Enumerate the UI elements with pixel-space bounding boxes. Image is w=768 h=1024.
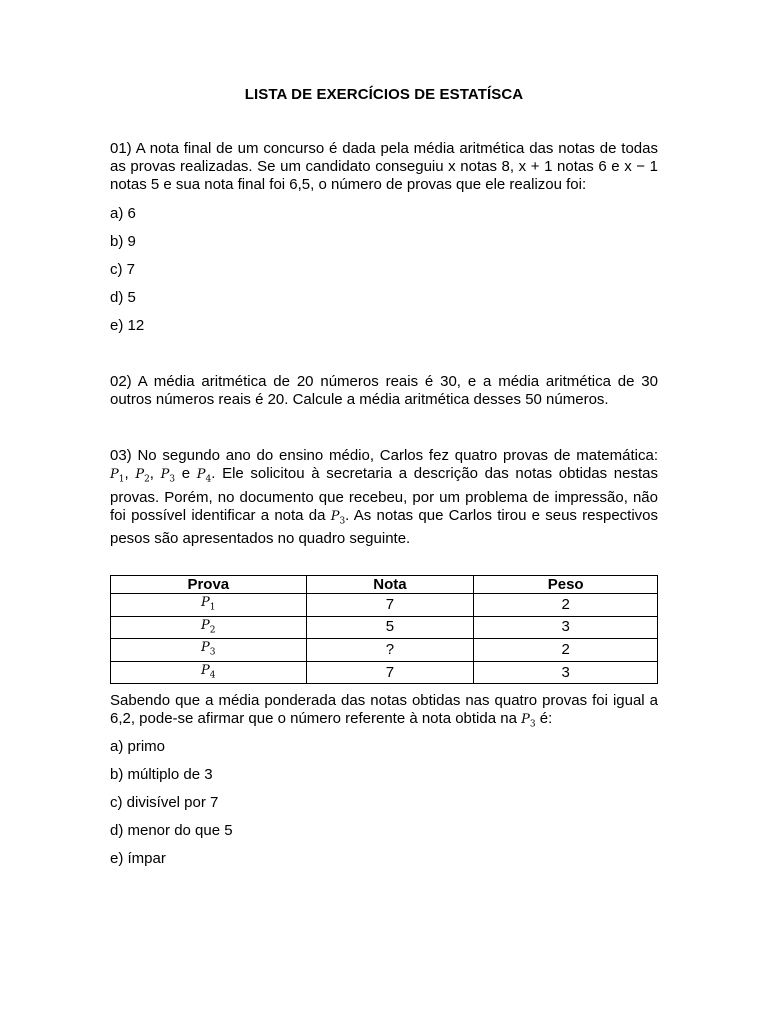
q3-intro-a: 03) No segundo ano do ensino médio, Carlos fez quatro provas de matemática: <box>110 447 658 464</box>
cell-nota: 7 <box>306 594 474 617</box>
q3-option-b: b) múltiplo de 3 <box>110 766 213 783</box>
q1-option-d: d) 5 <box>110 289 136 306</box>
cell-nota: ? <box>306 639 474 662</box>
header-prova: Prova <box>111 576 307 594</box>
header-peso: Peso <box>474 576 658 594</box>
cell-nota: 7 <box>306 661 474 684</box>
p3-symbol: $P_3$ <box>160 467 176 485</box>
q3-sep-1: , <box>124 465 136 482</box>
question-3-text <box>110 447 658 548</box>
q3-intro-b: . Ele solicitou à secretaria a descrição das notas obtidas nestas provas. Porém, no documento que recebeu, por um problema de impressão, não foi possível identificar a nota da <box>110 465 658 524</box>
q3-sep-2: , <box>149 465 161 482</box>
q1-option-c: c) 7 <box>110 261 136 278</box>
cell-prova: $P_4$ <box>111 661 307 684</box>
q3-option-d: d) menor do que 5 <box>110 822 233 839</box>
q3-option-e: e) ímpar <box>110 850 166 867</box>
table-row <box>111 661 658 684</box>
q1-option-b: b) 9 <box>110 233 136 250</box>
p3-symbol-conclusion: $P_3$ <box>521 712 536 730</box>
cell-nota: 5 <box>306 616 474 639</box>
p2-symbol: $P_2$ <box>135 467 150 485</box>
p1-symbol: $P_1$ <box>110 467 125 485</box>
q1-option-e: e) 12 <box>110 317 145 334</box>
q3-after-a: Sabendo que a média ponderada das notas obtidas nas quatro provas foi igual a 6,2, pode-se afirmar que o número referente à nota obtida na <box>110 692 658 727</box>
table-row <box>111 639 658 662</box>
cell-peso: 3 <box>474 616 658 639</box>
grades-table <box>110 575 658 684</box>
q3-intro-c: . As notas que Carlos tirou e seus respectivos pesos são apresentados no quadro seguinte. <box>110 506 659 548</box>
table-row <box>111 594 658 617</box>
page-title: LISTA DE EXERCÍCIOS DE ESTATÍSCA <box>244 86 524 103</box>
question-2-text: 02) A média aritmética de 20 números reais é 30, e a média aritmética de 30 outros números reais é 20. Calcule a média aritmética desses 50 números. <box>110 373 658 408</box>
q3-option-a: a) primo <box>110 738 166 755</box>
question-1-text: 01) A nota final de um concurso é dada pela média aritmética das notas de todas as provas realizadas. Se um candidato conseguiu x notas 8, x + 1 notas 6 e x − 1 notas 5 e sua nota final foi 6,5, o número de provas que ele realizou foi: <box>110 140 658 193</box>
q3-after-b: é: <box>535 710 553 727</box>
cell-peso: 2 <box>474 639 658 662</box>
p3-symbol-ref: $P_3$ <box>330 508 346 527</box>
q3-option-c: c) divisível por 7 <box>110 794 219 811</box>
cell-peso: 3 <box>474 661 658 684</box>
table-header-row <box>111 576 658 594</box>
table-row <box>111 616 658 639</box>
cell-prova: $P_1$ <box>111 594 307 617</box>
cell-prova: $P_3$ <box>111 639 307 662</box>
header-nota: Nota <box>306 576 474 594</box>
cell-peso: 2 <box>474 594 658 617</box>
question-3-conclusion <box>110 692 658 734</box>
q3-sep-3: e <box>175 465 197 482</box>
q1-option-a: a) 6 <box>110 205 136 222</box>
cell-prova: $P_2$ <box>111 616 307 639</box>
p4-symbol: $P_4$ <box>196 467 212 485</box>
